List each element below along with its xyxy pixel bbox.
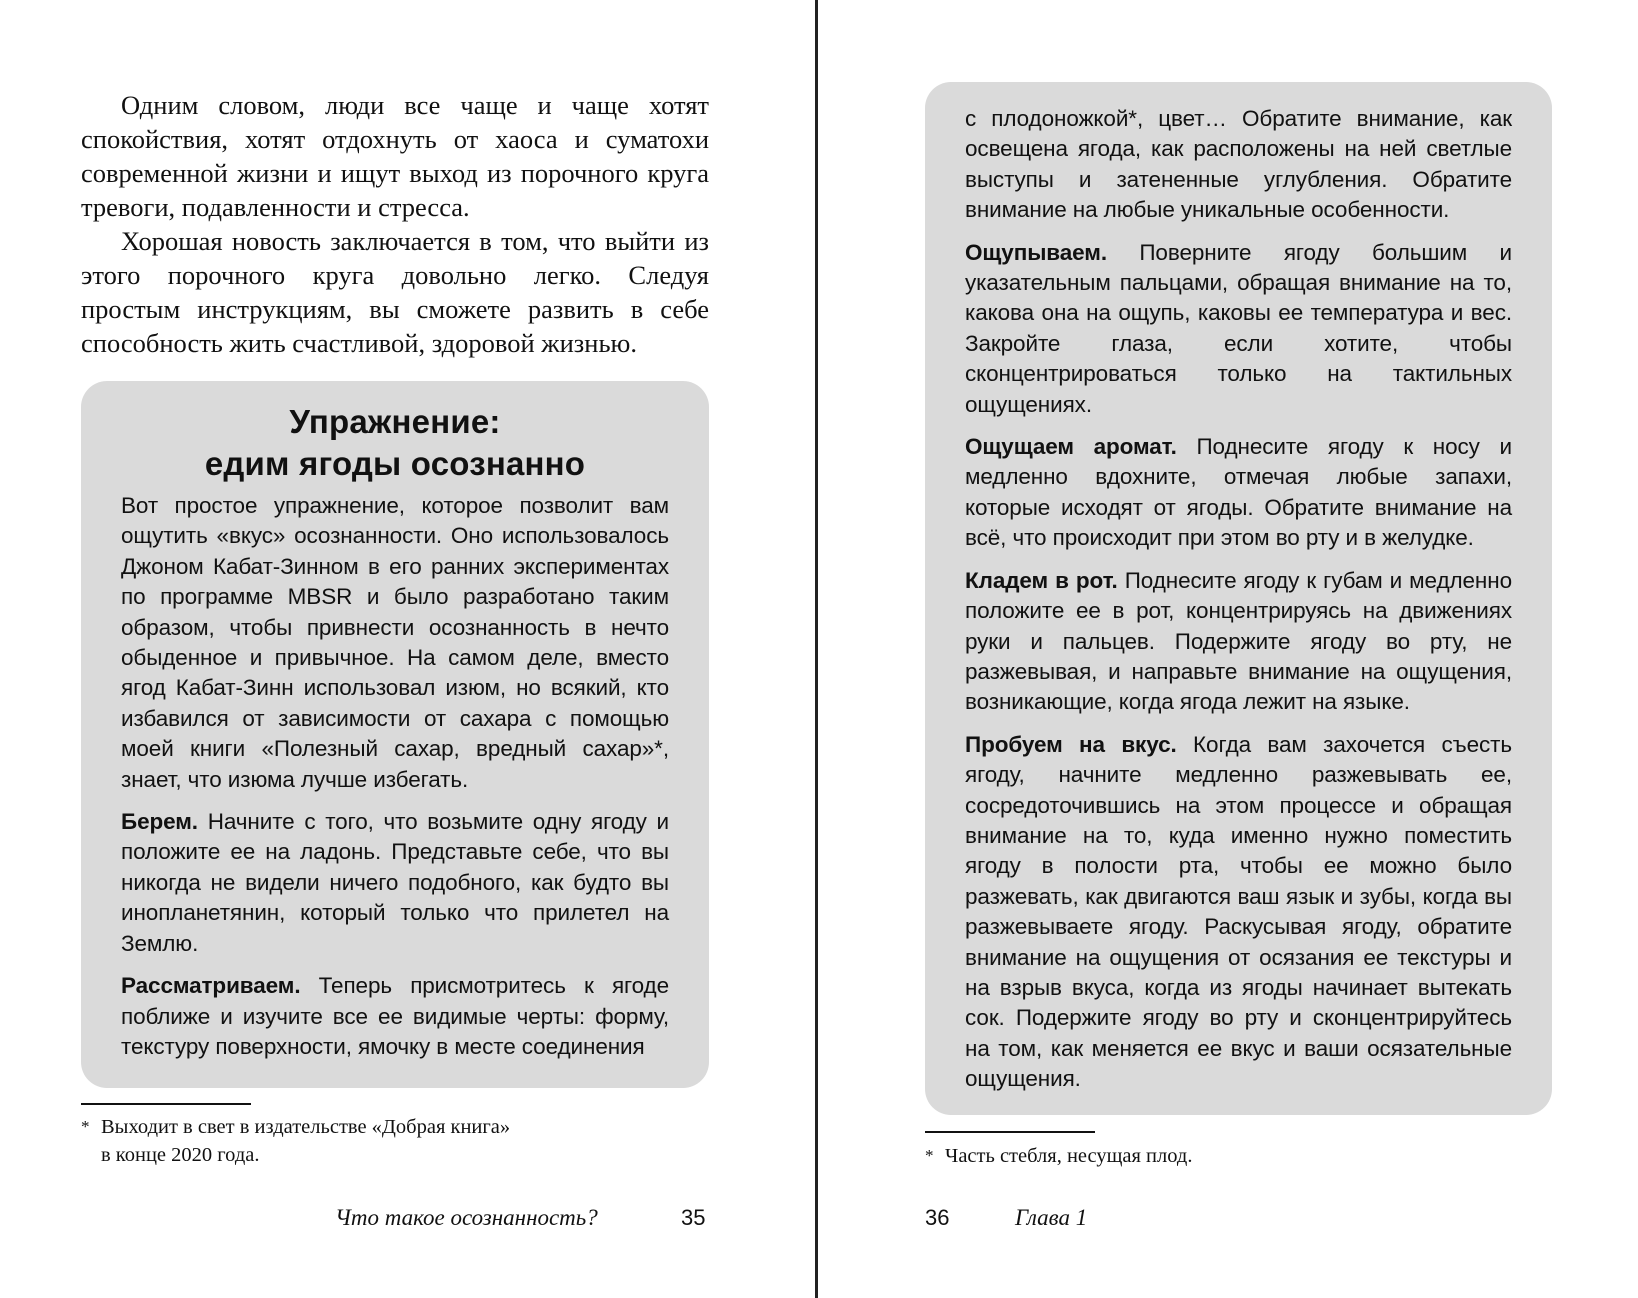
footnote-line: Выходит в свет в издательстве «Добрая книга»: [101, 1116, 511, 1138]
page-number: 36: [925, 1205, 950, 1230]
body-paragraph: Хорошая новость заключается в том, что выйти из этого порочного круга довольно легко. Следуя простым инструкциям, вы сможете развить в себе способность жить счастливой, здоровой жизнью.: [81, 226, 709, 358]
page-number-footer: [681, 1203, 705, 1233]
exercise-box-continued: [925, 82, 1552, 1115]
exercise-continuation: с плодоножкой*, цвет… Обратите внимание, как освещена ягода, как расположены на ней светлые выступы и затененные углубления. Обратите внимание на любые уникальные особенности.: [965, 106, 1512, 223]
step-text: Поднесите ягоду к носу и медленно вдохните, отмечая любые запахи, которые исходят от ягоды. Обратите внимание на всё, что происходит при этом во рту и в желудке.: [965, 434, 1512, 551]
footnote: [81, 1113, 510, 1169]
running-footer: [1015, 1203, 1087, 1233]
step-text: Теперь присмотритесь к ягоде поближе и изучите все ее видимые черты: форму, текстуру поверхности, ямочку в месте соединения: [121, 973, 669, 1059]
step-label: Рассматриваем.: [121, 973, 301, 999]
exercise-step: [965, 432, 1512, 554]
step-label: Ощупываем.: [965, 239, 1107, 265]
left-page: [0, 0, 815, 1298]
exercise-step: [965, 566, 1512, 718]
exercise-intro: Вот простое упражнение, которое позволит вам ощутить «вкус» осознанности. Оно использовалось Джоном Кабат-Зинном в его ранних экспериментах по программе MBSR и было разработано таким образом, чтобы привнести осознанность в нечто обыденное и привычное. На самом деле, вместо ягод Кабат-Зинн использовал изюм, но всякий, кто избавился от зависимости от сахара с помощью моей книги «Полезный сахар, вредный сахар»*, знает, что изюма лучше избегать.: [121, 493, 669, 792]
footnote: [925, 1142, 1192, 1170]
step-text: Поднесите ягоду к губам и медленно положите ее в рот, концентрируясь на движениях руки и пальцев. Подержите ягоду во рту, не разжевывая, и направьте внимание на ощущения, возникающие, когда ягода лежит на языке.: [965, 567, 1512, 715]
running-title: Глава 1: [1015, 1205, 1088, 1230]
step-text: Когда вам захочется съесть ягоду, начните медленно разжевывать ее, сосредоточившись на этом процессе и обращая внимание на то, куда именно нужно поместить ягоду в полости рта, чтобы ее можно было разжевать, как двигаются ваш язык и зубы, когда вы разжевываете ягоду. Раскусывая ягоду, обратите внимание на ощущения от осязания ее текстуры и на взрыв вкуса, когда из ягоды начинает вытекать сок. Подержите ягоду во рту и сконцентрируйтесь на том, как меняется ее вкус и ваши осязательные ощущения.: [965, 731, 1512, 1092]
exercise-title-line2: едим ягоды осознанно: [204, 445, 586, 482]
step-label: Кладем в рот.: [965, 567, 1118, 593]
exercise-box: [81, 381, 709, 1088]
footnote-marker: *: [925, 1146, 934, 1165]
step-label: Ощущаем аромат.: [965, 434, 1177, 460]
exercise-step: [965, 730, 1512, 1095]
exercise-title-line1: Упражнение:: [289, 403, 501, 440]
running-footer: [335, 1203, 598, 1233]
step-label: Пробуем на вкус.: [965, 731, 1177, 757]
exercise-step: [965, 238, 1512, 420]
step-text: Начните с того, что возьмите одну ягоду и положите ее на ладонь. Представьте себе, что вы никогда не видели ничего подобного, как будто вы инопланетянин, который только что прилетел на Землю.: [121, 809, 669, 956]
footnote-line: Часть стебля, несущая плод.: [945, 1145, 1193, 1167]
footnote-rule: [81, 1103, 251, 1105]
running-title: Что такое осознанность?: [335, 1205, 598, 1230]
step-text: Поверните ягоду большим и указательным пальцами, обращая внимание на то, какова она на ощупь, каковы ее температура и вес. Закройте глаза, если хотите, чтобы сконцентрироваться только на тактильных ощущениях.: [965, 239, 1512, 417]
page-number: 35: [681, 1205, 706, 1230]
page-number-footer: [925, 1203, 949, 1233]
right-page: [818, 0, 1638, 1298]
footnote-marker: *: [81, 1117, 90, 1136]
body-text: [81, 88, 709, 360]
exercise-step: [121, 971, 669, 1062]
exercise-step: [121, 807, 669, 959]
exercise-title: [121, 401, 669, 485]
step-label: Берем.: [121, 809, 198, 835]
footnote-line: в конце 2020 года.: [101, 1144, 260, 1166]
footnote-rule: [925, 1131, 1095, 1133]
body-paragraph: Одним словом, люди все чаще и чаще хотят спокойствия, хотят отдохнуть от хаоса и суматохи современной жизни и ищут выход из порочного круга тревоги, подавленности и стресса.: [81, 90, 709, 222]
